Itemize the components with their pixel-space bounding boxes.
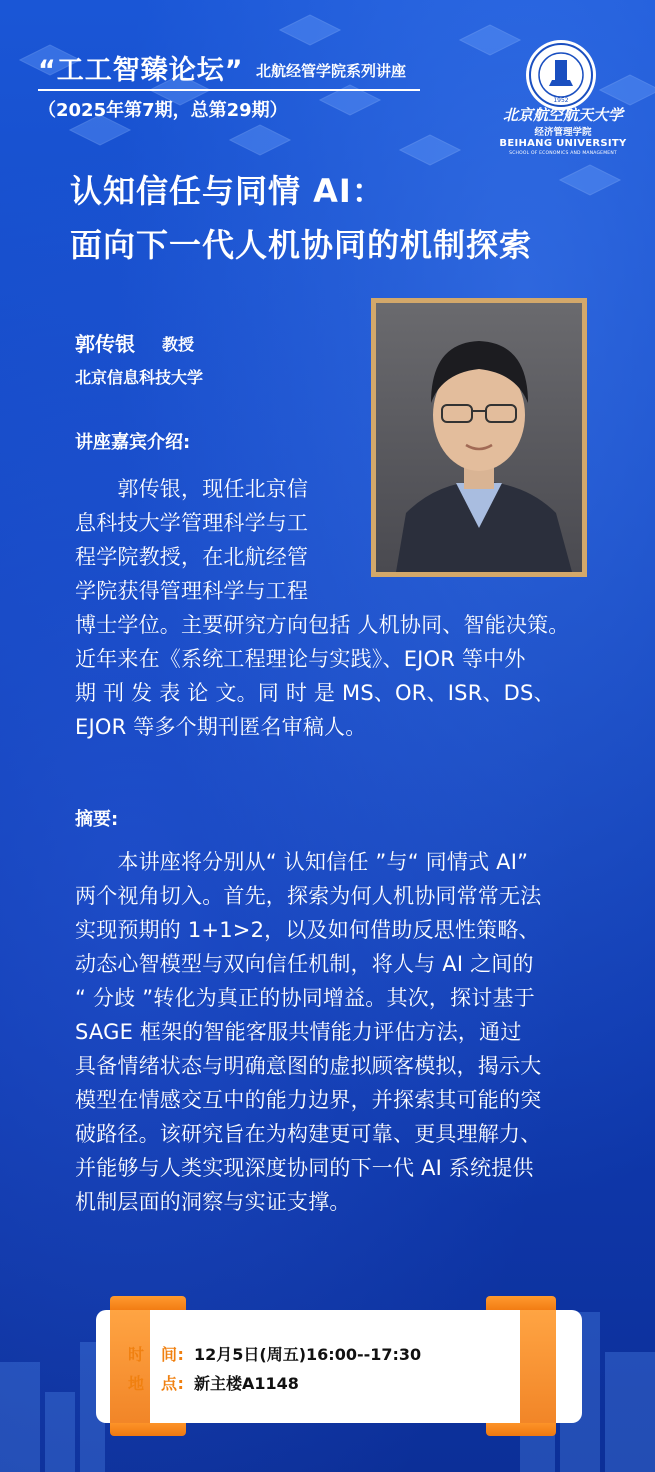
speaker-name: 郭传银 <box>75 332 135 356</box>
bio-heading: 讲座嘉宾介绍: <box>75 432 191 453</box>
university-name-cn: 北京航空航天大学 <box>502 106 623 124</box>
bio-line: 期 刊 发 表 论 文。同 时 是 MS、OR、ISR、DS、 <box>75 681 555 705</box>
event-place-label: 地 点: <box>128 1374 185 1393</box>
school-name-cn: 经济管理学院 <box>534 127 592 138</box>
abstract-line: 动态心智模型与双向信任机制，将人与 AI 之间的 <box>75 952 534 976</box>
bio-line: 程学院教授，在北航经管 <box>75 545 309 569</box>
school-name-en: SCHOOL OF ECONOMICS AND MANAGEMENT <box>509 151 617 156</box>
bio-text <box>75 472 569 744</box>
speaker-role: 教授 <box>162 335 195 354</box>
abstract-line: SAGE 框架的智能客服共情能力评估方法，通过 <box>75 1020 522 1044</box>
abstract-line: 模型在情感交互中的能力边界，并探索其可能的突 <box>75 1088 542 1112</box>
abstract-heading: 摘要: <box>75 809 119 830</box>
abstract-line: 本讲座将分别从“ 认知信任 ”与“ 同情式 AI” <box>75 850 529 874</box>
abstract-line: 并能够与人类实现深度协同的下一代 AI 系统提供 <box>75 1156 534 1180</box>
bio-line: 息科技大学管理科学与工 <box>75 511 309 535</box>
event-place-row <box>128 1371 299 1394</box>
bio-line: EJOR 等多个期刊匿名审稿人。 <box>75 715 367 739</box>
abstract-line: 机制层面的洞察与实证支撑。 <box>75 1190 351 1214</box>
bio-line: 学院获得管理科学与工程 <box>75 579 309 603</box>
talk-title-line-2: 面向下一代人机协同的机制探索 <box>70 226 533 264</box>
abstract-line: 两个视角切入。首先，探索为何人机协同常常无法 <box>75 884 542 908</box>
series-subtitle: 北航经管学院系列讲座 <box>256 62 407 80</box>
university-seal-icon <box>524 38 598 112</box>
abstract-line: “ 分歧 ”转化为真正的协同增益。其次，探讨基于 <box>75 986 535 1010</box>
event-place-value: 新主楼A1148 <box>194 1374 299 1393</box>
event-time-row <box>128 1342 421 1365</box>
abstract-line: 实现预期的 1+1>2，以及如何借助反思性策略、 <box>75 918 540 942</box>
university-name-en: BEIHANG UNIVERSITY <box>499 138 627 149</box>
abstract-line: 破路径。该研究旨在为构建更可靠、更具理解力、 <box>75 1122 542 1146</box>
abstract-text <box>75 845 541 1219</box>
bio-line: 近年来在《系统工程理论与实践》、EJOR 等中外 <box>75 647 526 671</box>
bio-line: 郭传银，现任北京信 <box>75 477 309 501</box>
speaker-affiliation: 北京信息科技大学 <box>75 368 204 387</box>
bio-line: 博士学位。主要研究方向包括 人机协同、智能决策。 <box>75 613 570 637</box>
series-title: “工工智臻论坛” <box>38 55 244 86</box>
abstract-line: 具备情绪状态与明确意图的虚拟顾客模拟，揭示大 <box>75 1054 542 1078</box>
title-rule <box>38 89 420 91</box>
event-time-value: 12月5日(周五)16:00--17:30 <box>194 1345 422 1364</box>
seal-year: 1952 <box>553 97 569 104</box>
issue-number: （2025年第7期，总第29期） <box>38 100 288 121</box>
talk-title-line-1: 认知信任与同情 AI： <box>70 172 385 210</box>
event-time-label: 时 间: <box>128 1345 185 1364</box>
event-info-inner <box>150 1310 520 1423</box>
